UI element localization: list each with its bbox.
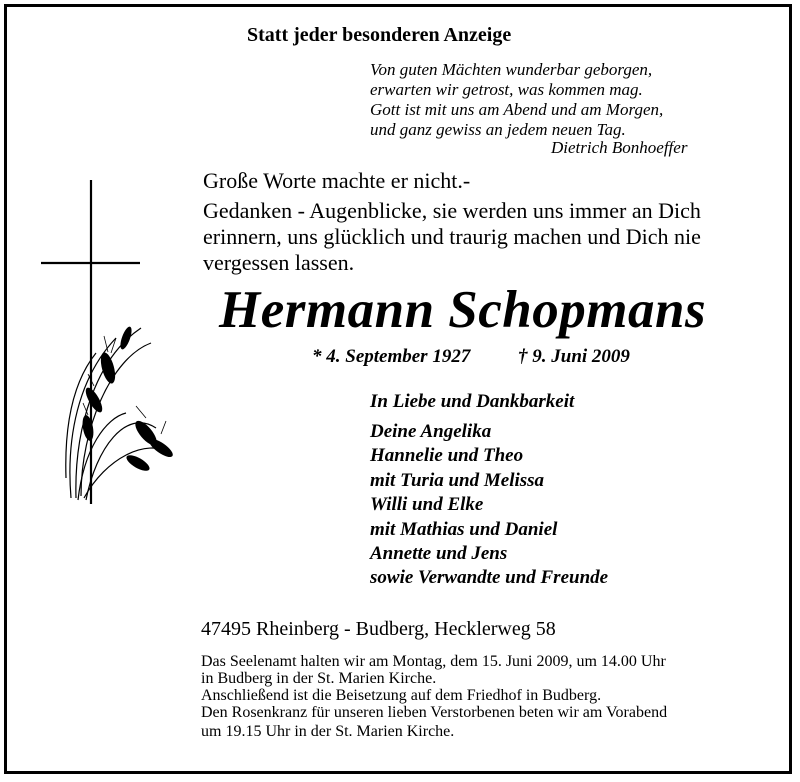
poem-author: Dietrich Bonhoeffer xyxy=(551,138,688,157)
motto-line: vergessen lassen. xyxy=(203,250,355,275)
mourner-line: Willi und Elke xyxy=(370,494,484,516)
death-date: † 9. Juni 2009 xyxy=(518,346,630,367)
motto-line: Gedanken - Augenblicke, sie werden uns immer an Dich xyxy=(203,198,701,223)
poem-line: Gott ist mit uns am Abend und am Morgen, xyxy=(370,100,664,119)
mourners-intro: In Liebe und Dankbarkeit xyxy=(370,391,575,412)
notice-heading: Statt jeder besonderen Anzeige xyxy=(247,24,512,46)
cross-with-wheat-icon xyxy=(36,178,186,508)
service-info xyxy=(201,653,667,740)
info-line: Den Rosenkranz für unseren lieben Verstorbenen beten wir am Vorabend xyxy=(201,704,668,721)
mourners-list xyxy=(370,420,608,591)
info-line: um 19.15 Uhr in der St. Marien Kirche. xyxy=(201,723,455,740)
motto-line: erinnern, uns glücklich und traurig machen und Dich nie xyxy=(203,224,701,249)
poem xyxy=(370,60,663,140)
deceased-name: Hermann Schopmans xyxy=(219,281,707,339)
mourner-line: mit Mathias und Daniel xyxy=(370,518,558,540)
mourner-line: sowie Verwandte und Freunde xyxy=(370,567,609,589)
poem-line: Von guten Mächten wunderbar geborgen, xyxy=(370,60,653,79)
mourner-line: Annette und Jens xyxy=(370,542,508,564)
family-address: 47495 Rheinberg - Budberg, Hecklerweg 58 xyxy=(201,618,556,640)
mourner-line: mit Turia und Melissa xyxy=(370,469,545,491)
motto-line: Große Worte machte er nicht.- xyxy=(203,168,471,193)
info-line: Das Seelenamt halten wir am Montag, dem 15. Juni 2009, um 14.00 Uhr xyxy=(201,653,666,670)
info-line: in Budberg in der St. Marien Kirche. xyxy=(201,670,437,687)
poem-line: erwarten wir getrost, was kommen mag. xyxy=(370,80,643,99)
poem-line: und ganz gewiss an jedem neuen Tag. xyxy=(370,120,626,139)
info-line: Anschließend ist die Beisetzung auf dem Friedhof in Budberg. xyxy=(201,687,602,704)
mourner-line: Hannelie und Theo xyxy=(370,445,524,467)
mourner-line: Deine Angelika xyxy=(370,421,492,442)
birth-date: * 4. September 1927 xyxy=(312,346,471,367)
motto-paragraph xyxy=(203,198,701,276)
